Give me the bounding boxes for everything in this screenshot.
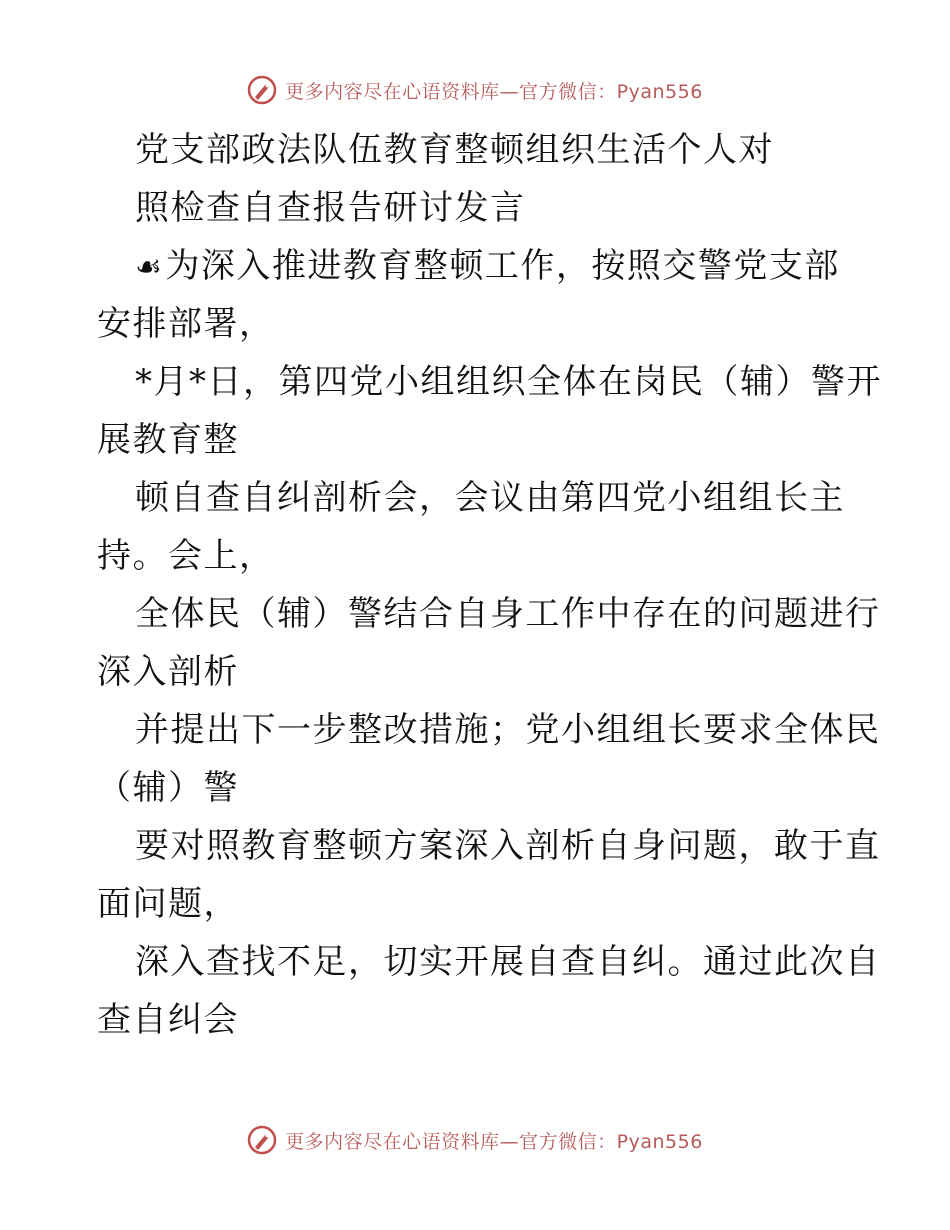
paragraph-line: 要对照教育整顿方案深入剖析自身问题，敢于直 xyxy=(135,826,881,866)
pen-nib-logo-icon xyxy=(247,75,277,105)
paragraph-line: *月*日，第四党小组组织全体在岗民（辅）警开 xyxy=(135,362,882,402)
fleuron-ornament-icon: ☙ xyxy=(135,250,164,285)
paragraph-line: 持。会上， xyxy=(97,536,275,576)
paragraph-line: （辅）警 xyxy=(97,768,239,808)
paragraph-line: 查自纠会 xyxy=(97,1000,239,1040)
watermark-text: 更多内容尽在心语资料库—官方微信：Pyan556 xyxy=(285,80,703,103)
header-watermark xyxy=(0,72,950,108)
paragraph-line: 安排部署， xyxy=(97,304,275,344)
watermark-text: 更多内容尽在心语资料库—官方微信：Pyan556 xyxy=(285,1130,703,1153)
paragraph-line: 全体民（辅）警结合自身工作中存在的问题进行 xyxy=(135,594,881,634)
paragraph-line: 深入剖析 xyxy=(97,652,239,692)
paragraph-line: 面问题， xyxy=(97,884,239,924)
document-title-line-1: 党支部政法队伍教育整顿组织生活个人对 xyxy=(135,130,774,170)
pen-nib-logo-icon xyxy=(247,1125,277,1155)
paragraph-line: 顿自查自纠剖析会，会议由第四党小组组长主 xyxy=(135,478,845,518)
paragraph-line: 展教育整 xyxy=(97,420,239,460)
document-title-line-2: 照检查自查报告研讨发言 xyxy=(135,188,526,228)
paragraph-line xyxy=(97,237,857,295)
footer-watermark xyxy=(0,1122,950,1158)
paragraph-line: 并提出下一步整改措施；党小组组长要求全体民 xyxy=(135,710,881,750)
paragraph-line: 深入查找不足，切实开展自查自纠。通过此次自 xyxy=(135,942,881,982)
paragraph-line-text: 为深入推进教育整顿工作，按照交警党支部 xyxy=(165,246,840,286)
document-body xyxy=(97,121,882,1049)
